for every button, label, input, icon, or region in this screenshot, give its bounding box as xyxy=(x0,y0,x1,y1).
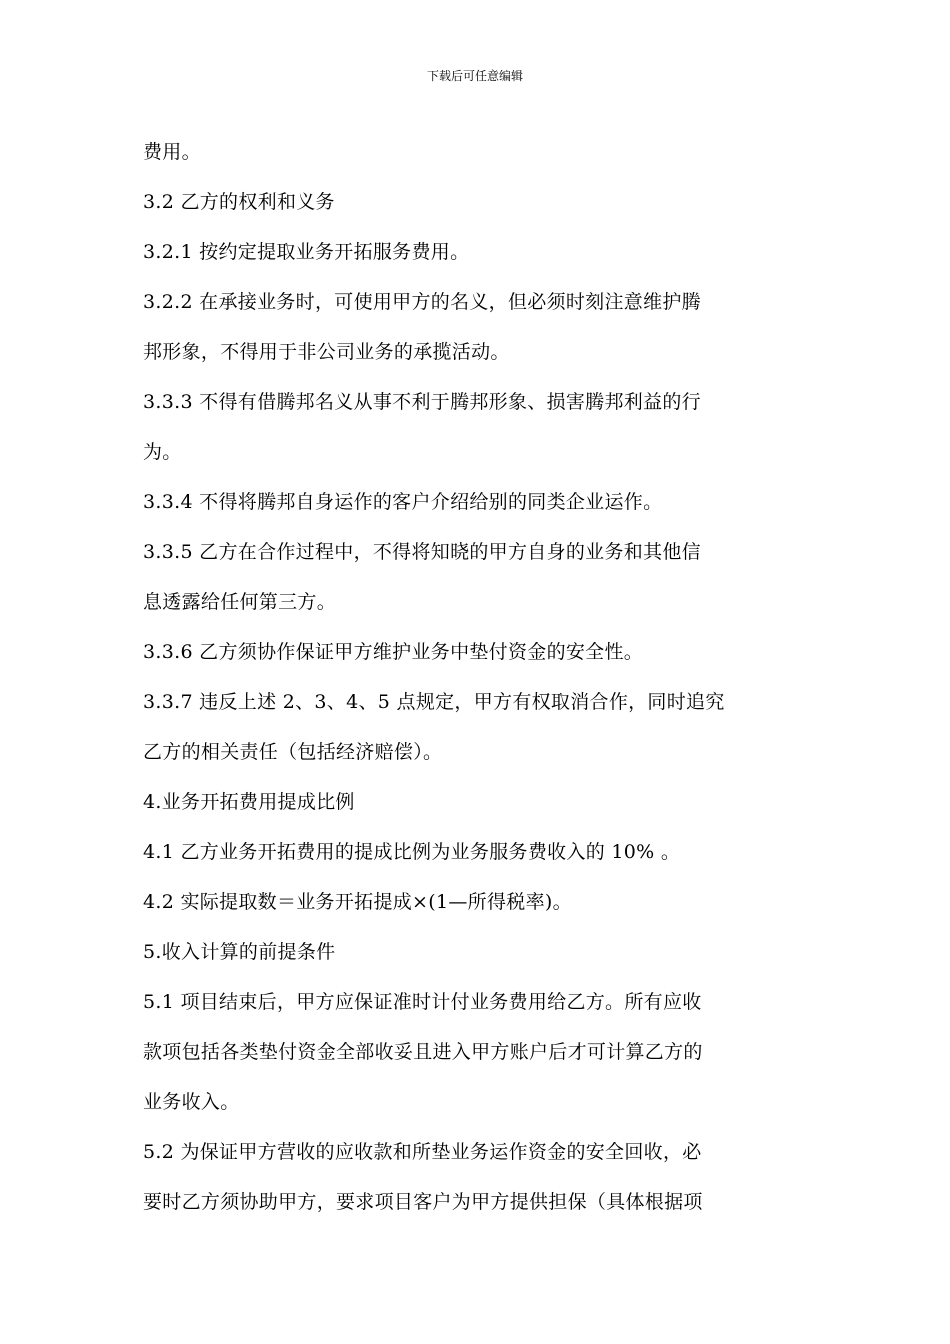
text-line: 款项包括各类垫付资金全部收妥且进入甲方账户后才可计算乙方的 xyxy=(143,1041,703,1063)
clause-3-3-3: 3.3.3 不得有借腾邦名义从事不利于腾邦形象、损害腾邦利益的行 xyxy=(143,391,701,413)
text-line: 要时乙方须协助甲方，要求项目客户为甲方提供担保（具体根据项 xyxy=(143,1191,703,1213)
text-line: 费用。 xyxy=(143,141,201,163)
text-line: 业务收入。 xyxy=(143,1091,240,1113)
text-line: 乙方的相关责任（包括经济赔偿）。 xyxy=(143,741,443,763)
clause-5-2: 5.2 为保证甲方营收的应收款和所垫业务运作资金的安全回收，必 xyxy=(143,1141,702,1163)
clause-3-3-5: 3.3.5 乙方在合作过程中，不得将知晓的甲方自身的业务和其他信 xyxy=(143,541,701,563)
clause-3-3-7: 3.3.7 违反上述 2、3、4、5 点规定，甲方有权取消合作，同时追究 xyxy=(143,691,725,713)
clause-3-2-2: 3.2.2 在承接业务时，可使用甲方的名义，但必须时刻注意维护腾 xyxy=(143,291,701,313)
text-line: 为。 xyxy=(143,441,182,463)
section-heading-3-2: 3.2 乙方的权利和义务 xyxy=(143,191,335,213)
clause-5-1: 5.1 项目结束后，甲方应保证准时计付业务费用给乙方。所有应收 xyxy=(143,991,702,1013)
clause-3-3-6: 3.3.6 乙方须协作保证甲方维护业务中垫付资金的安全性。 xyxy=(143,641,644,663)
text-line: 息透露给任何第三方。 xyxy=(143,591,337,613)
clause-3-2-1: 3.2.1 按约定提取业务开拓服务费用。 xyxy=(143,241,470,263)
document-body xyxy=(143,127,809,1227)
clause-4-1: 4.1 乙方业务开拓费用的提成比例为业务服务费收入的 10% 。 xyxy=(143,841,681,863)
section-heading-4: 4.业务开拓费用提成比例 xyxy=(143,791,355,813)
clause-3-3-4: 3.3.4 不得将腾邦自身运作的客户介绍给别的同类企业运作。 xyxy=(143,491,663,513)
clause-4-2: 4.2 实际提取数＝业务开拓提成×(1—所得税率)。 xyxy=(143,891,572,913)
text-line: 邦形象，不得用于非公司业务的承揽活动。 xyxy=(143,341,510,363)
page-header: 下载后可任意编辑 xyxy=(426,69,523,83)
section-heading-5: 5.收入计算的前提条件 xyxy=(143,941,336,963)
